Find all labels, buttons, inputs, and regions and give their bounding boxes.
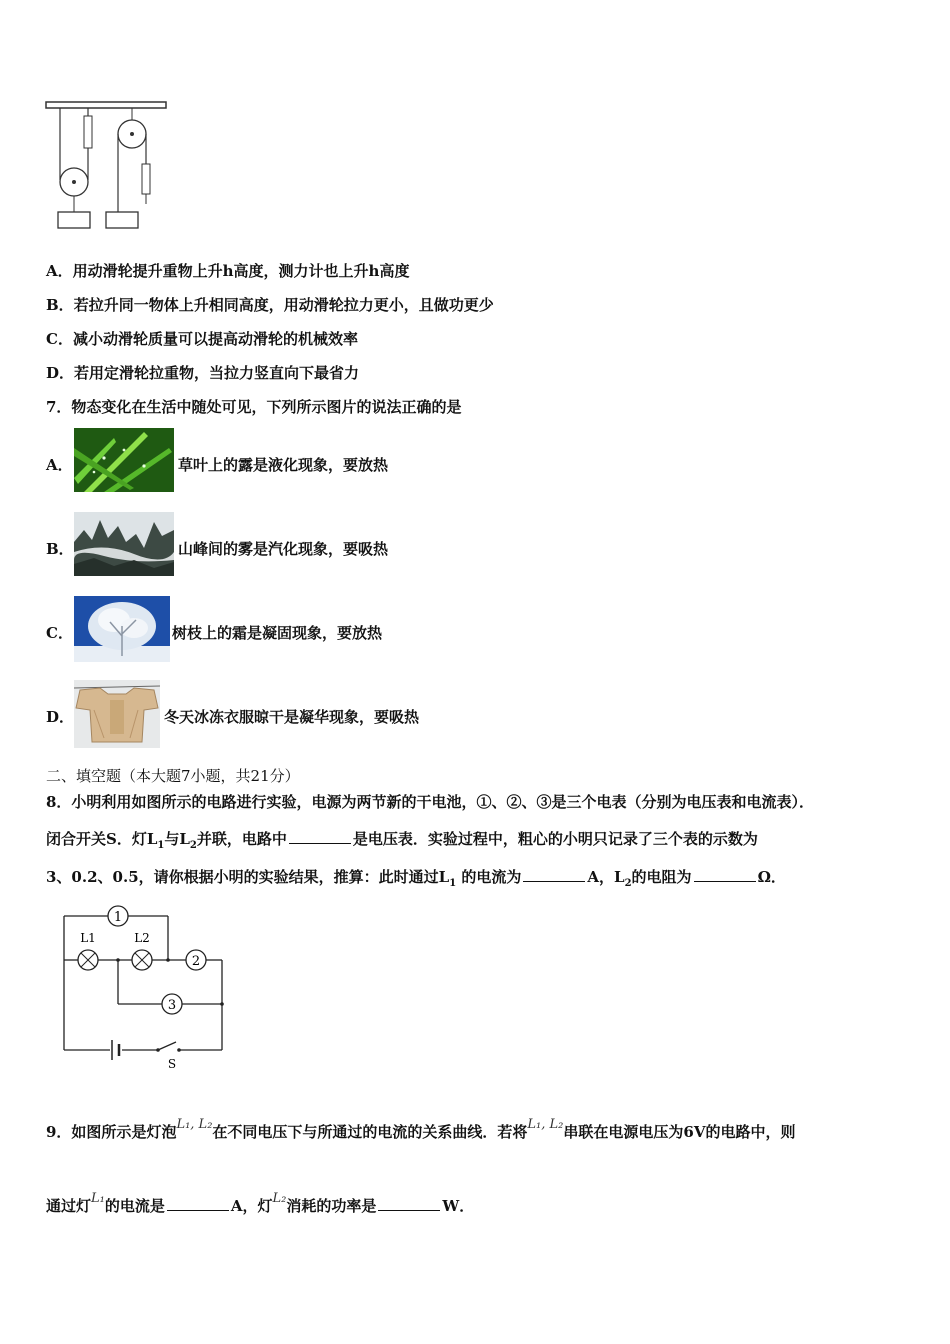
answer-blank[interactable] (523, 867, 585, 882)
svg-text:L2: L2 (134, 931, 150, 945)
q9-line2: 通过灯L₁的电流是 A，灯L₂消耗的功率是 W． (46, 1191, 475, 1215)
option-letter: A． (46, 456, 73, 474)
circuit-diagram (56, 900, 236, 1074)
pulley-figure (44, 100, 168, 234)
q7-option-c (46, 596, 546, 664)
q7-option-b (46, 512, 546, 580)
switch-label: S (167, 1057, 177, 1071)
option-text: 树枝上的霜是凝固现象，要放热 (172, 624, 383, 642)
l1-l2-symbol: L₁, L₂ (176, 1117, 213, 1132)
fog-mountain-image (74, 512, 174, 576)
q8-line2: 闭合开关S．灯$L_1$与$L_2$并联，电路中 是电压表．实验过程中，粗心的小明只记录了三个表的示数为 (46, 830, 758, 851)
q7-option-a (46, 428, 546, 496)
meter-1 (108, 906, 128, 926)
q7-option-d (46, 680, 546, 748)
option-letter: C． (46, 624, 73, 642)
option-text: 山峰间的雾是汽化现象，要吸热 (178, 540, 389, 558)
answer-blank[interactable] (694, 867, 756, 882)
frozen-clothes-image (74, 680, 160, 748)
svg-text:L1: L1 (80, 931, 96, 945)
answer-blank[interactable] (167, 1196, 229, 1211)
option-text: 草叶上的露是液化现象，要放热 (178, 456, 389, 474)
l1-l2-symbol: L₁, L₂ (527, 1117, 564, 1132)
svg-text:3: 3 (167, 998, 177, 1013)
answer-blank[interactable] (289, 829, 351, 844)
q7-stem: 7．物态变化在生活中随处可见，下列所示图片的说法正确的是 (46, 398, 462, 416)
lamp-l2 (132, 931, 152, 970)
dew-grass-image (74, 428, 174, 492)
q6-option-a: A．用动滑轮提升重物上升h高度，测力计也上升h高度 (46, 262, 410, 280)
answer-blank[interactable] (378, 1196, 440, 1211)
lamp-l1 (78, 931, 98, 970)
l2-symbol: L₂ (272, 1191, 287, 1206)
meter-3 (162, 994, 182, 1014)
option-text: 冬天冰冻衣服晾干是凝华现象，要吸热 (164, 708, 420, 726)
q8-line3: 3、0.2、0.5，请你根据小明的实验结果，推算：此时通过$L_1$ 的电流为 A，$L_2$的电阻为 Ω． (46, 868, 786, 889)
svg-text:1: 1 (113, 910, 123, 925)
frost-tree-image (74, 596, 170, 662)
q9-line1: 9．如图所示是灯泡L₁, L₂在不同电压下与所通过的电流的关系曲线．若将L₁, L₂串联在电源电压为6V的电路中，则 (46, 1117, 796, 1141)
q8-line1: 8．小明利用如图所示的电路进行实验，电源为两节新的干电池，①、②、③是三个电表（分别为电压表和电流表）． (46, 793, 814, 811)
meter-2 (186, 950, 206, 970)
q6-option-c: C．减小动滑轮质量可以提高动滑轮的机械效率 (46, 330, 358, 348)
section-title: 二、填空题（本大题7小题，共21分） (46, 767, 300, 785)
svg-text:2: 2 (191, 954, 201, 969)
option-letter: D． (46, 708, 75, 726)
l1-symbol: L₁ (91, 1191, 105, 1206)
option-letter: B． (46, 540, 74, 558)
q6-option-d: D．若用定滑轮拉重物，当拉力竖直向下最省力 (46, 364, 360, 382)
q6-option-b: B．若拉升同一物体上升相同高度，用动滑轮拉力更小，且做功更少 (46, 296, 494, 314)
